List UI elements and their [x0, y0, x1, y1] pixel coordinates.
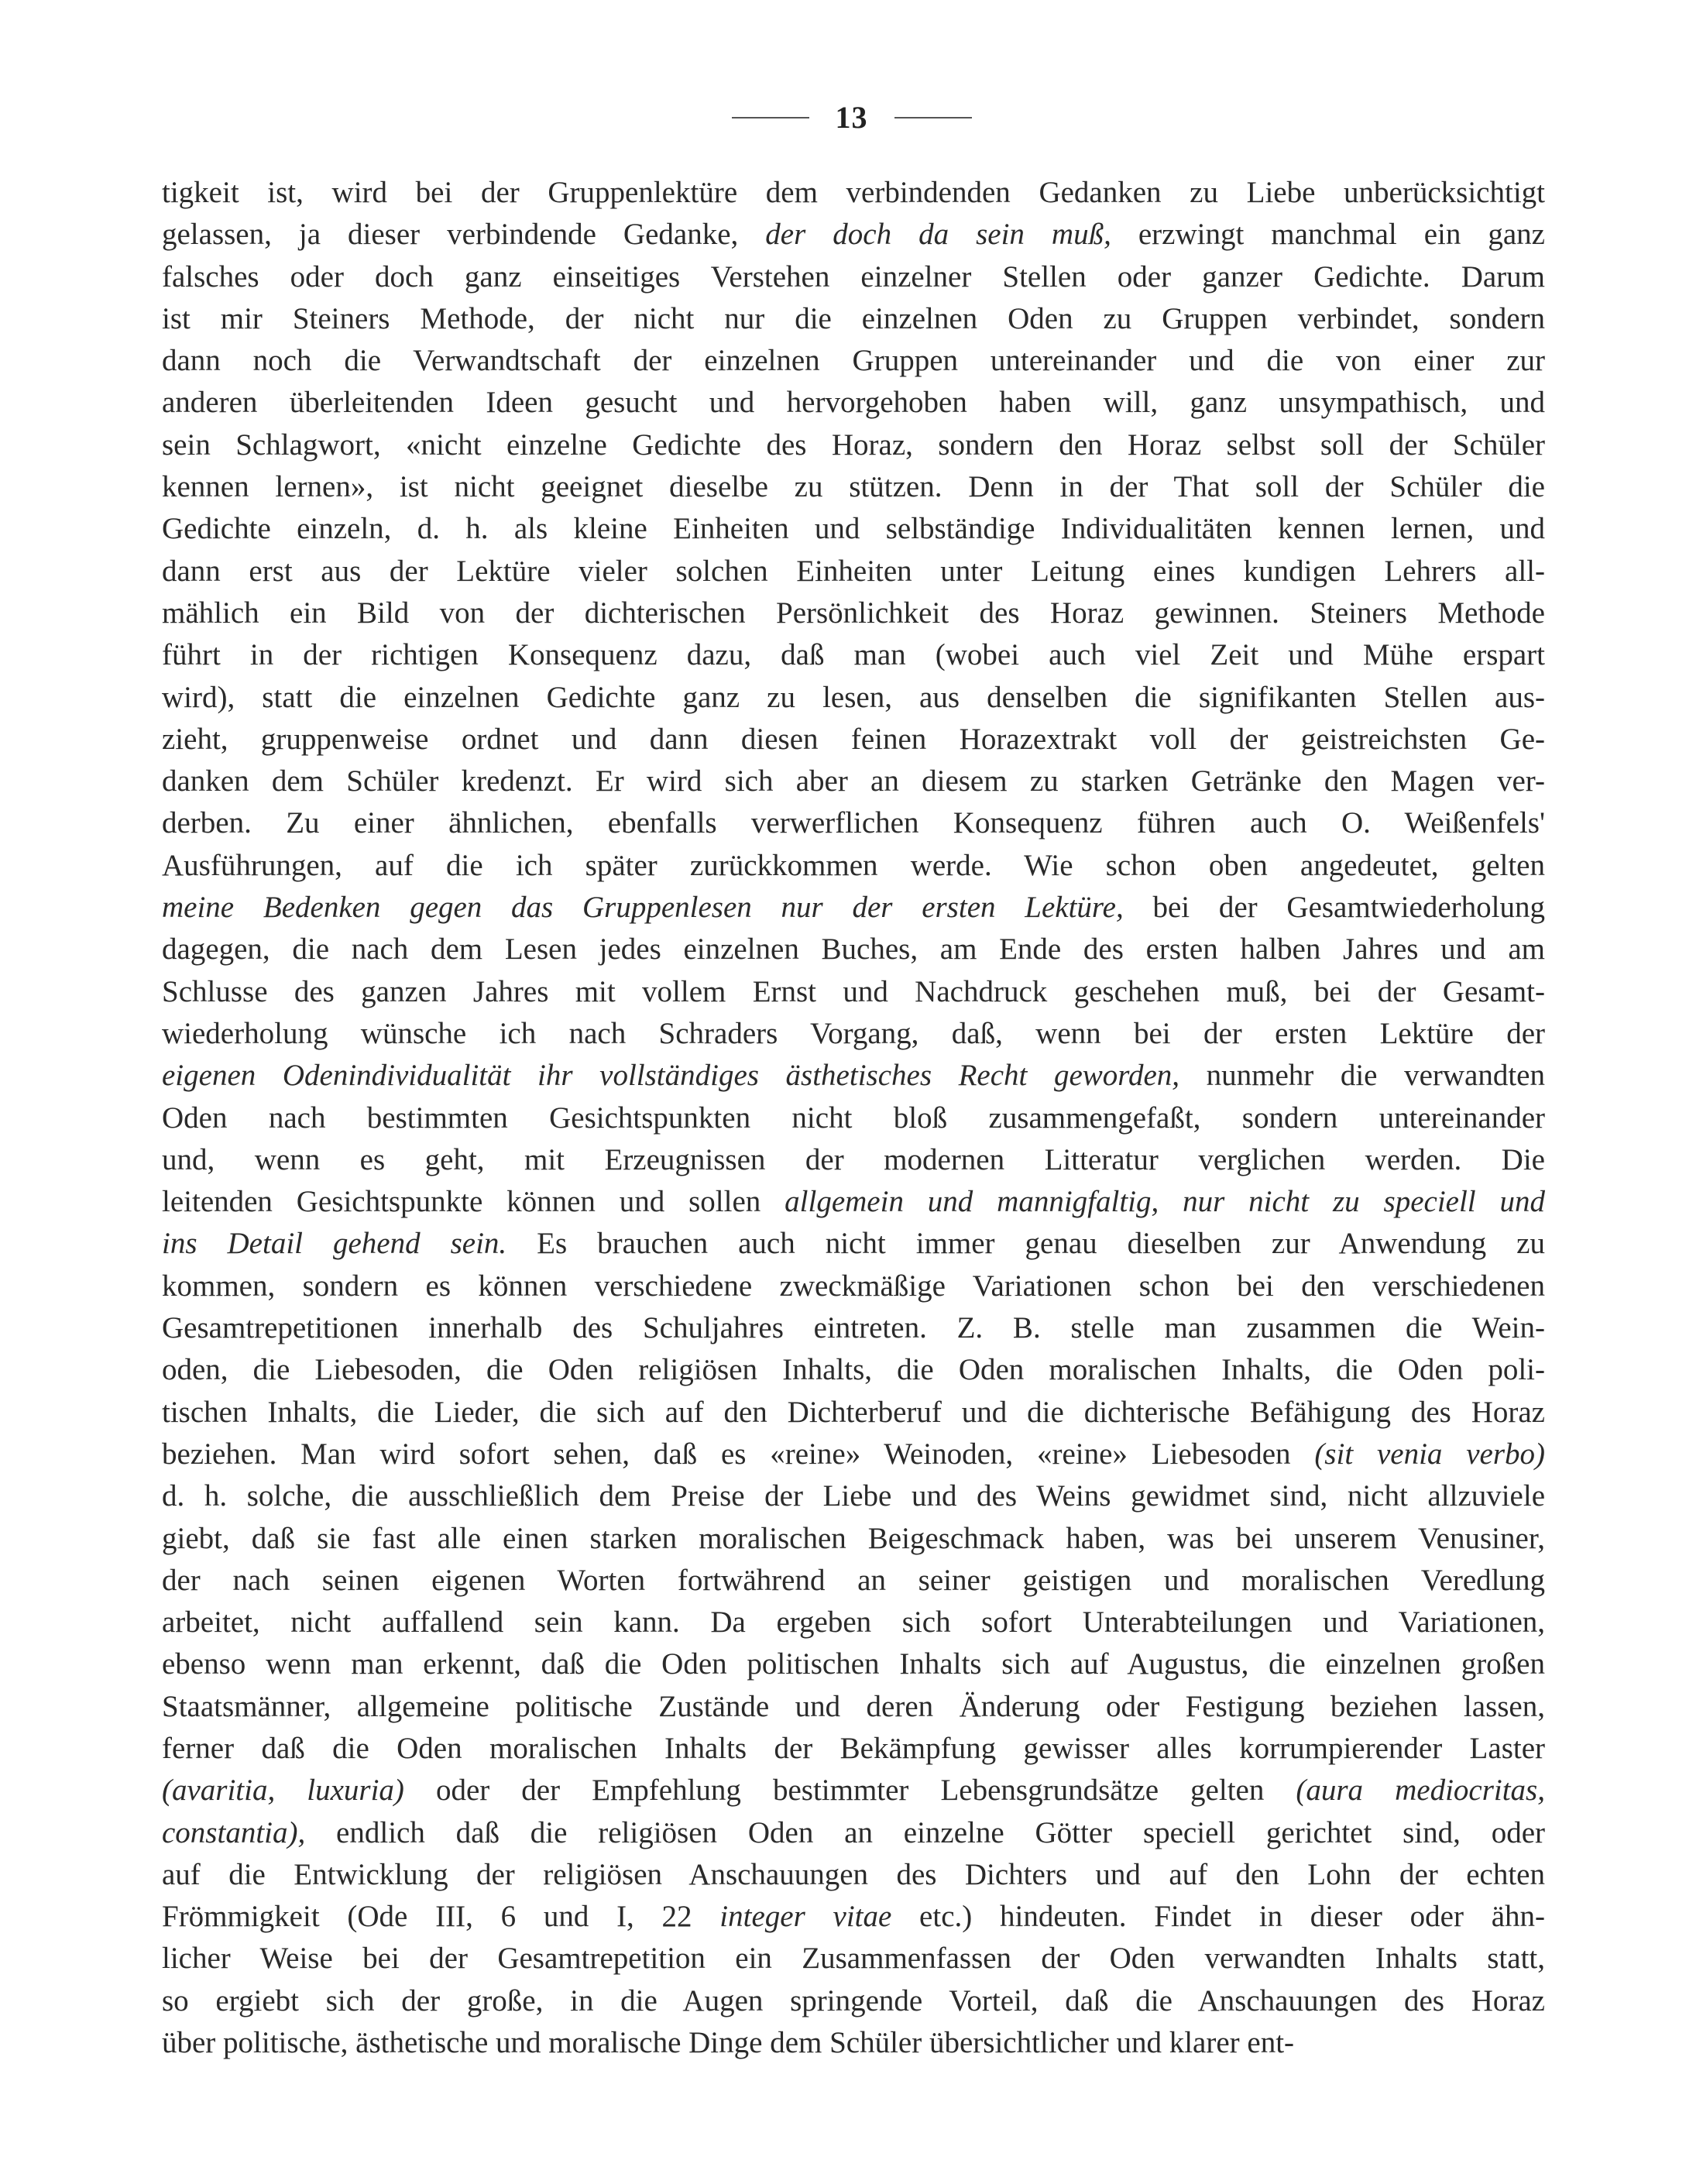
text-line	[162, 551, 1545, 592]
header-rule-left	[732, 117, 809, 118]
text-segment: gelassen, ja dieser verbindende Gedanke,	[162, 218, 766, 252]
text-segment: danken dem Schüler kredenzt. Er wird sich aber an diesem zu starken Getränke den Magen ver-	[162, 764, 1545, 798]
text-segment: führt in der richtigen Konsequenz dazu, daß man (wobei auch viel Zeit und Mühe erspart	[162, 638, 1545, 672]
text-line	[162, 1434, 1545, 1475]
text-line	[162, 1896, 1545, 1938]
italic-segment: eigenen Odenindividualität ihr vollständiges ästhetisches Recht geworden,	[162, 1059, 1180, 1093]
text-segment: auf die Entwicklung der religiösen Anschauungen des Dichters und auf den Lohn der echten	[162, 1857, 1545, 1891]
text-segment: oden, die Liebesoden, die Oden religiösen Inhalts, die Oden moralischen Inhalts, die Oden poli-	[162, 1353, 1545, 1387]
text-segment: licher Weise bei der Gesamtrepetition ein Zusammenfassen der Oden verwandten Inhalts statt,	[162, 1942, 1545, 1976]
text-line	[162, 1686, 1545, 1728]
italic-segment: (sit venia verbo)	[1314, 1437, 1545, 1471]
text-line	[162, 719, 1545, 761]
text-line	[162, 298, 1545, 340]
text-segment: oder der Empfehlung bestimmter Lebensgrundsätze gelten	[403, 1774, 1296, 1808]
italic-segment: meine Bedenken gegen das Gruppenlesen nur der ersten Lektüre,	[162, 891, 1124, 925]
text-segment: Es brauchen auch nicht immer genau dieselben zur Anwendung zu	[506, 1227, 1545, 1261]
text-segment: erzwingt manchmal ein ganz	[1111, 218, 1545, 252]
italic-segment: allgemein und mannigfaltig, nur nicht zu speciell und	[785, 1185, 1545, 1219]
text-line	[162, 1938, 1545, 1980]
text-segment: so ergiebt sich der große, in die Augen springende Vorteil, daß die Anschauungen des Horaz	[162, 1983, 1545, 2017]
text-line	[162, 1475, 1545, 1517]
italic-segment: constantia),	[162, 1815, 306, 1849]
text-segment: sein Schlagwort, «nicht einzelne Gedichte des Horaz, sondern den Horaz selbst soll der Schüler	[162, 428, 1545, 462]
text-line	[162, 1265, 1545, 1307]
text-line	[162, 172, 1545, 214]
text-line	[162, 1980, 1545, 2022]
text-line	[162, 1013, 1545, 1055]
text-segment: anderen überleitenden Ideen gesucht und hervorgehoben haben will, ganz unsympathisch, und	[162, 386, 1545, 420]
text-segment: Ausführungen, auf die ich später zurückkommen werde. Wie schon oben angedeutet, gelten	[162, 848, 1545, 882]
text-line	[162, 1602, 1545, 1643]
text-line	[162, 1223, 1545, 1265]
text-line	[162, 1643, 1545, 1685]
text-line	[162, 1812, 1545, 1854]
text-line	[162, 929, 1545, 970]
text-segment: ist mir Steiners Methode, der nicht nur die einzelnen Oden zu Gruppen verbindet, sondern	[162, 301, 1545, 335]
text-segment: der nach seinen eigenen Worten fortwährend an seiner geistigen und moralischen Veredlung	[162, 1563, 1545, 1597]
text-segment: falsches oder doch ganz einseitiges Verstehen einzelner Stellen oder ganzer Gedichte. Darum	[162, 259, 1545, 294]
text-line	[162, 1854, 1545, 1896]
text-line	[162, 508, 1545, 550]
text-segment: kommen, sondern es können verschiedene zweckmäßige Variationen schon bei den verschiedenen	[162, 1269, 1545, 1303]
text-line	[162, 845, 1545, 887]
text-line	[162, 1307, 1545, 1349]
body-text	[162, 172, 1545, 2064]
text-line	[162, 1181, 1545, 1223]
text-segment: endlich daß die religiösen Oden an einzelne Götter speciell gerichtet sind, oder	[305, 1815, 1545, 1849]
text-segment: dann erst aus der Lektüre vieler solchen Einheiten unter Leitung eines kundigen Lehrers all-	[162, 554, 1545, 588]
text-line	[162, 1770, 1545, 1811]
text-segment: Frömmigkeit (Ode III, 6 und I, 22	[162, 1900, 720, 1934]
text-segment: Staatsmänner, allgemeine politische Zustände und deren Änderung oder Festigung beziehen lassen,	[162, 1689, 1545, 1723]
italic-segment: der doch da sein muß,	[765, 218, 1111, 252]
text-line	[162, 1097, 1545, 1139]
text-line	[162, 1392, 1545, 1434]
text-segment: wiederholung wünsche ich nach Schraders Vorgang, daß, wenn bei der ersten Lektüre der	[162, 1016, 1545, 1050]
text-line	[162, 592, 1545, 634]
text-line	[162, 677, 1545, 719]
text-segment: beziehen. Man wird sofort sehen, daß es «reine» Weinoden, «reine» Liebesoden	[162, 1437, 1315, 1471]
text-line	[162, 761, 1545, 802]
text-segment: dann noch die Verwandtschaft der einzelnen Gruppen untereinander und die von einer zur	[162, 344, 1545, 378]
text-line	[162, 2022, 1545, 2064]
text-segment: d. h. solche, die ausschließlich dem Preise der Liebe und des Weins gewidmet sind, nicht allzuviele	[162, 1479, 1545, 1513]
italic-segment: (avaritia, luxuria)	[162, 1774, 404, 1808]
text-line	[162, 1055, 1545, 1097]
text-line	[162, 214, 1545, 256]
header-rule-right	[894, 117, 972, 118]
text-segment: zieht, gruppenweise ordnet und dann diesen feinen Horazextrakt voll der geistreichsten Ge-	[162, 722, 1545, 756]
text-line	[162, 634, 1545, 676]
text-segment: Oden nach bestimmten Gesichtspunkten nicht bloß zusammengefaßt, sondern untereinander	[162, 1101, 1545, 1135]
text-segment: Schlusse des ganzen Jahres mit vollem Ernst und Nachdruck geschehen muß, bei der Gesamt-	[162, 974, 1545, 1008]
text-segment: tigkeit ist, wird bei der Gruppenlektüre dem verbindenden Gedanken zu Liebe unberücksichtigt	[162, 176, 1545, 209]
text-segment: giebt, daß sie fast alle einen starken moralischen Beigeschmack haben, was bei unserem Venusiner,	[162, 1521, 1545, 1555]
text-segment: ferner daß die Oden moralischen Inhalts der Bekämpfung gewisser alles korrumpierender Laster	[162, 1731, 1545, 1765]
text-segment: mählich ein Bild von der dichterischen Persönlichkeit des Horaz gewinnen. Steiners Methode	[162, 596, 1545, 630]
text-line	[162, 340, 1545, 382]
italic-segment: integer vitae	[719, 1900, 892, 1934]
text-segment: Gedichte einzeln, d. h. als kleine Einheiten und selbständige Individualitäten kennen lernen, und	[162, 512, 1545, 546]
text-line	[162, 887, 1545, 929]
text-line	[162, 424, 1545, 466]
text-segment: bei der Gesamtwiederholung	[1123, 891, 1545, 925]
text-line	[162, 971, 1545, 1013]
text-segment: nunmehr die verwandten	[1179, 1059, 1545, 1093]
text-segment: tischen Inhalts, die Lieder, die sich auf den Dichterberuf und die dichterische Befähigung des Horaz	[162, 1395, 1545, 1429]
text-line	[162, 1518, 1545, 1560]
text-segment: über politische, ästhetische und moralische Dinge dem Schüler übersichtlicher und klarer ent-	[162, 2026, 1295, 2060]
text-segment: arbeitet, nicht auffallend sein kann. Da ergeben sich sofort Unterabteilungen und Variationen,	[162, 1605, 1545, 1640]
text-segment: Gesamtrepetitionen innerhalb des Schuljahres eintreten. Z. B. stelle man zusammen die Wein-	[162, 1311, 1545, 1345]
text-segment: ebenso wenn man erkennt, daß die Oden politischen Inhalts sich auf Augustus, die einzelnen großen	[162, 1647, 1545, 1681]
page-header	[0, 99, 1703, 136]
text-line	[162, 1728, 1545, 1770]
text-line	[162, 256, 1545, 298]
text-line	[162, 466, 1545, 508]
text-line	[162, 1560, 1545, 1602]
text-segment: dagegen, die nach dem Lesen jedes einzelnen Buches, am Ende des ersten halben Jahres und am	[162, 932, 1545, 967]
text-line	[162, 1139, 1545, 1181]
text-segment: kennen lernen», ist nicht geeignet dieselbe zu stützen. Denn in der That soll der Schüler die	[162, 470, 1545, 504]
text-line	[162, 382, 1545, 424]
page-number: 13	[835, 100, 868, 135]
text-segment: und, wenn es geht, mit Erzeugnissen der modernen Litteratur verglichen werden. Die	[162, 1142, 1545, 1176]
text-line	[162, 802, 1545, 844]
text-line	[162, 1349, 1545, 1391]
italic-segment: (aura mediocritas,	[1296, 1774, 1545, 1808]
italic-segment: ins Detail gehend sein.	[162, 1227, 507, 1261]
text-segment: wird), statt die einzelnen Gedichte ganz zu lesen, aus denselben die signifikanten Stellen aus-	[162, 680, 1545, 714]
text-segment: derben. Zu einer ähnlichen, ebenfalls verwerflichen Konsequenz führen auch O. Weißenfels'	[162, 806, 1545, 840]
text-segment: leitenden Gesichtspunkte können und sollen	[162, 1185, 785, 1219]
text-segment: etc.) hindeuten. Findet in dieser oder ähn-	[891, 1900, 1545, 1934]
